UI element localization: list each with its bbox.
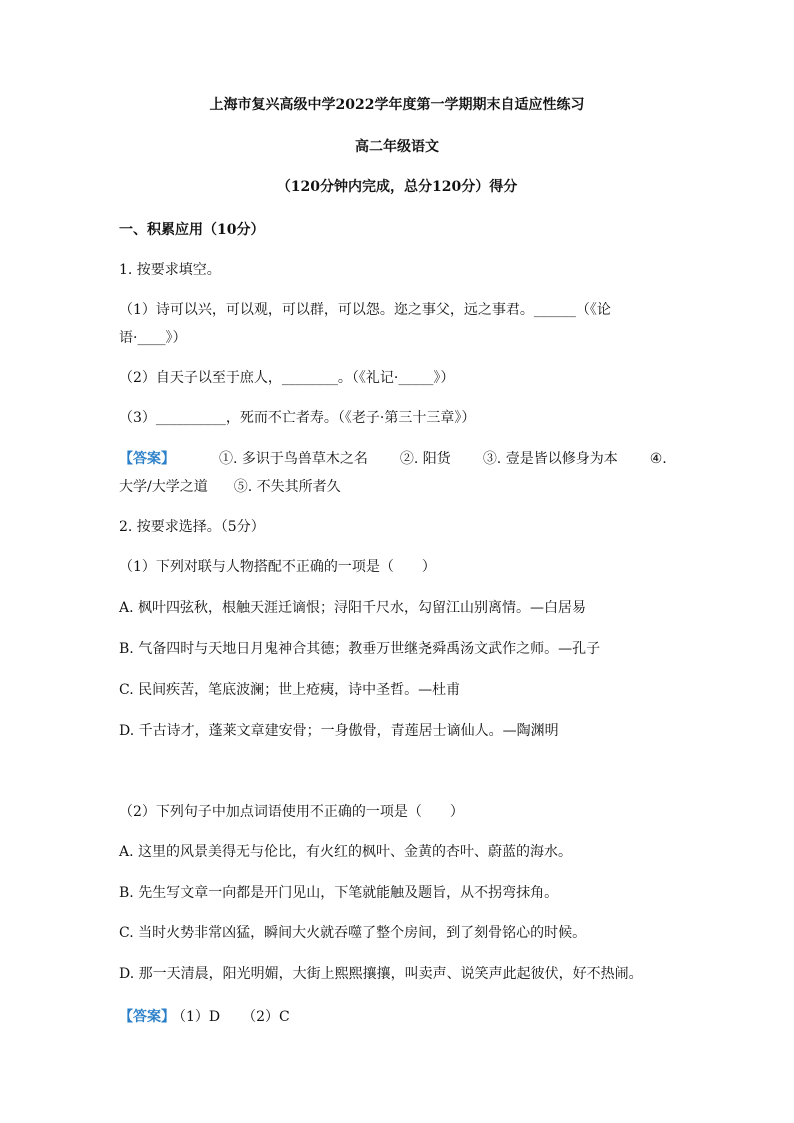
answer-item: ③. 壹是皆以修身为本: [482, 451, 618, 467]
q2-sub-1-option-b: B. 气备四时与天地日月鬼神合其德；教垂万世继尧舜禹汤文武作之师。—孔子: [119, 641, 601, 657]
q1-item-2: （2）自天子以至于庶人，________。（《礼记·_____》）: [119, 370, 455, 386]
q1-answer-line-2: [119, 476, 341, 496]
q2-sub-2-option-d: D. 那一天清晨，阳光明媚，大街上熙熙攘攘，叫卖声、说笑声此起彼伏，好不热闹。: [119, 966, 643, 982]
q2-sub-1-option-d: D. 千古诗才，蓬莱文章建安骨；一身傲骨，青莲居士谪仙人。—陶渊明: [119, 723, 559, 739]
q1-item-1-line-2: 语·____》）: [119, 330, 187, 346]
q2-sub-1-option-c: C. 民间疾苦，笔底波澜；世上疮痍，诗中圣哲。—杜甫: [119, 682, 461, 698]
answer-tag: 【答案】: [119, 1009, 175, 1025]
question-2-stem: 2. 按要求选择。（5分）: [119, 519, 265, 535]
answer-tag: 【答案】: [119, 451, 175, 467]
answer-item: ①. 多识于鸟兽草木之名: [219, 451, 368, 467]
answer-item: （1）D: [179, 1009, 221, 1025]
document-subtitle: 高二年级语文: [355, 139, 439, 155]
q2-sub-2-stem: （2）下列句子中加点词语使用不正确的一项是（ ）: [119, 804, 464, 820]
document-title: 上海市复兴高级中学2022学年度第一学期期末自适应性练习: [209, 97, 585, 113]
exam-info: （120分钟内完成，总分120分）得分: [276, 179, 518, 195]
answer-item: ④.: [649, 451, 667, 467]
q1-item-3: （3）__________，死而不亡者寿。（《老子·第三十三章》）: [119, 410, 476, 426]
q2-sub-1-option-a: A. 枫叶四弦秋，根触天涯迁谪恨；浔阳千尺水，勾留江山别离情。—白居易: [119, 600, 587, 616]
q2-sub-2-option-c: C. 当时火势非常凶猛，瞬间大火就吞噬了整个房间，到了刻骨铭心的时候。: [119, 925, 587, 941]
answer-item: 大学/大学之道: [119, 479, 208, 495]
answer-item: ②. 阳货: [399, 451, 451, 467]
q1-answer-line-1: [119, 448, 667, 468]
section-heading: 一、积累应用（10分）: [119, 222, 265, 238]
q2-answer: [119, 1006, 290, 1026]
answer-item: （2）C: [242, 1009, 290, 1025]
answer-item: ⑤. 不失其所者久: [233, 479, 341, 495]
q1-item-1-line-1: （1）诗可以兴，可以观，可以群，可以怨。迩之事父，远之事君。______（《论: [119, 302, 611, 318]
q2-sub-1-stem: （1）下列对联与人物搭配不正确的一项是（ ）: [119, 559, 436, 575]
q2-sub-2-option-a: A. 这里的风景美得无与伦比，有火红的枫叶、金黄的杏叶、蔚蓝的海水。: [119, 844, 573, 860]
q2-sub-2-option-b: B. 先生写文章一向都是开门见山，下笔就能触及题旨，从不拐弯抹角。: [119, 885, 559, 901]
question-1-stem: 1. 按要求填空。: [119, 262, 221, 278]
